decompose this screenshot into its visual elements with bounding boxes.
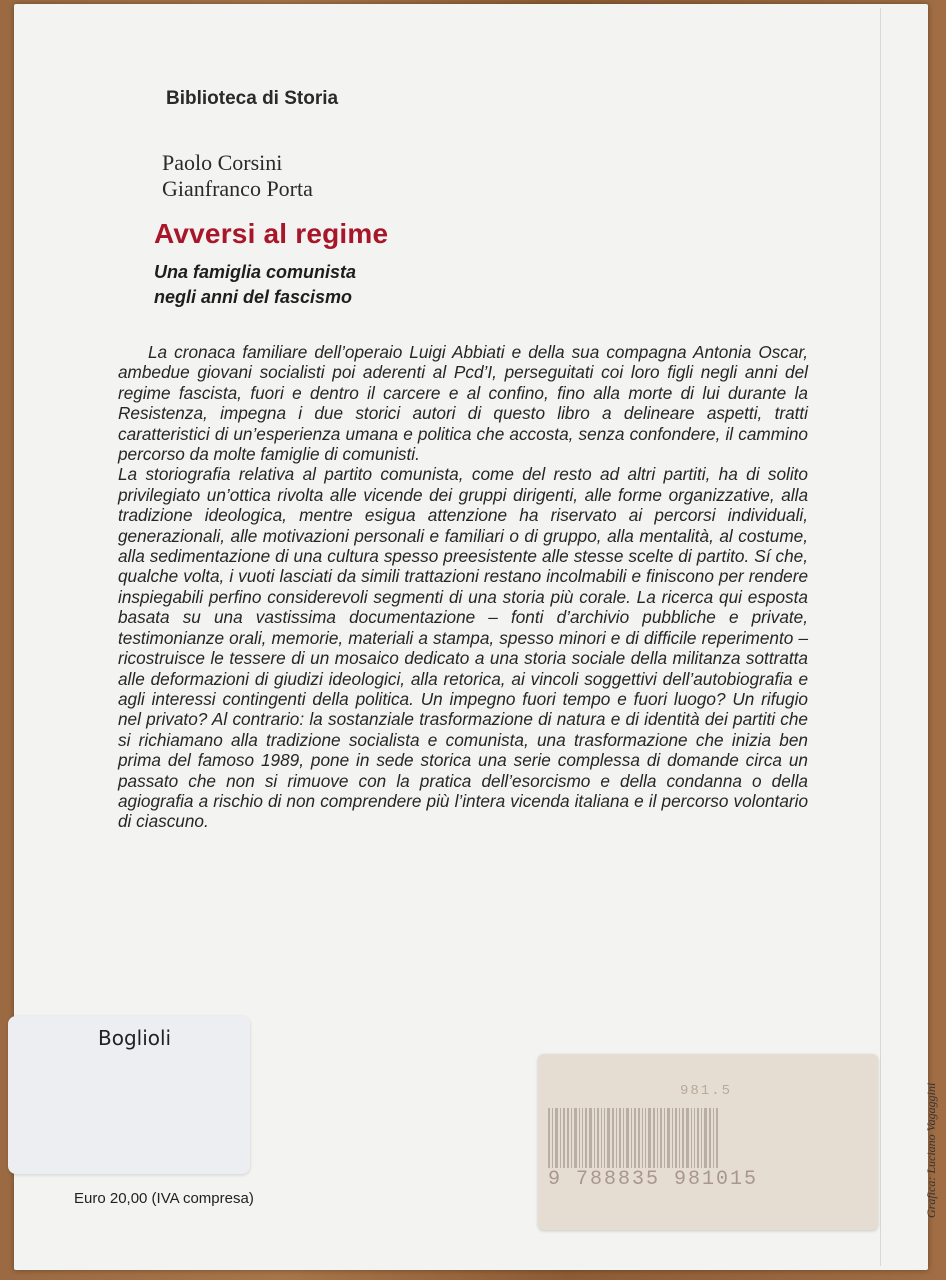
barcode-bar [716,1108,718,1168]
barcode-bar [567,1108,569,1168]
barcode-bar [604,1108,605,1168]
barcode-bar [560,1108,561,1168]
barcode-bar [691,1108,692,1168]
barcode-bar [638,1108,640,1168]
barcode-bar [631,1108,632,1168]
barcode-bar [563,1108,565,1168]
barcode-bar [571,1108,572,1168]
barcode-bar [675,1108,677,1168]
barcode-bar [574,1108,577,1168]
barcode-bar [686,1108,689,1168]
barcode-price-code: 981.5 [680,1083,733,1099]
barcode-bar [682,1108,684,1168]
barcode-bar [697,1108,699,1168]
barcode-bar [645,1108,646,1168]
barcode-icon [548,1108,798,1168]
price-text: Euro 20,00 (IVA compresa) [74,1190,254,1207]
blurb-text [118,342,808,832]
subtitle-line: Una famiglia comunista [154,262,357,282]
barcode-bar [623,1108,624,1168]
barcode-bar [612,1108,614,1168]
barcode-bar [694,1108,695,1168]
barcode-bar [672,1108,673,1168]
publisher-name: Boglioli [98,1026,172,1050]
blurb-paragraph: La storiografia relativa al partito comunista, come del resto ad altri partiti, ha di solito privilegiato un’ottica rivolta alle vicende dei gruppi dirigenti, alle forme organizzative, alla tradizione ideologica, mentre esigua attenzione ha riservato ai percorsi individuali, generazionali, alle motivazioni personali e familiari o di gruppo, alla mentalità, al costume, alla sedimentazione di una cultura spesso preesistente alle stesse scelte di partito. Sí che, qualche volta, i vuoti lasciati da simili trattazioni restano incolmabili e finiscono per rendere inspiegabili perfino considerevoli segmenti di una storia più corale. La ricerca qui esposta basata su una vastissima documentazione – fonti d’archivio pubbliche e private, testimonianze orali, memorie, materiali a stampa, spesso minori e di difficile reperimento – ricostruisce le tessere di un mosaico dedicato a una storia sociale della militanza sottratta alle deformazioni di giudizi ideologici, alla retorica, ai vincoli soggettivi dell’autobiografia e agli interessi contingenti della politica. Un impegno fuori tempo e fuori luogo? Un rifugio nel privato? Al contrario: la sostanziale trasformazione di natura e di identità dei partiti che si richiamano alla tradizione socialista e comunista, una trasformazione che inizia ben prima del famoso 1989, pone in sede storica una serie complessa di domande circa un passato che non si rimuove con la pratica dell’esorcismo e della condanna o della agiografia a rischio di non comprendere più l’intera vicenda italiana e il percorso volontario di ciascuno. [118,464,808,832]
subtitle-line: negli anni del fascismo [154,287,353,307]
author-name: Paolo Corsini [162,150,283,175]
barcode-bar [657,1108,658,1168]
barcode-bar [709,1108,711,1168]
barcode-bar [582,1108,583,1168]
barcode-bar [552,1108,553,1168]
barcode-bar [626,1108,629,1168]
barcode-bar [594,1108,595,1168]
barcode-bar [585,1108,587,1168]
barcode-bar [589,1108,592,1168]
barcode-bar [653,1108,655,1168]
barcode-bar [660,1108,662,1168]
cover-fold-line [880,8,881,1266]
book-subtitle [154,260,356,310]
barcode-bar [642,1108,643,1168]
design-credit: Grafica: Luciano Vagaggini [924,1082,938,1218]
barcode-bar [601,1108,602,1168]
barcode-bar [679,1108,680,1168]
barcode-bar [648,1108,651,1168]
book-title: Avversi al regime [154,218,389,249]
barcode-bar [704,1108,707,1168]
barcode-bar [664,1108,665,1168]
barcode-bar [607,1108,610,1168]
barcode-bar [616,1108,617,1168]
barcode-bar [555,1108,558,1168]
barcode-bar [548,1108,550,1168]
barcode-bar [597,1108,599,1168]
blurb-paragraph: La cronaca familiare dell’operaio Luigi Abbiati e della sua compagna Antonia Oscar, ambedue giovani socialisti poi aderenti al Pcd’I, perseguitati coi loro figli negli anni del regime fascista, fuori e dentro il carcere e al confino, fino alla morte di lui durante la Resistenza, impegna i due storici autori di questo libro a delineare aspetti, tratti caratteristici di un’esperienza umana e politica che accosta, senza confondere, il cammino percorso da molte famiglie di comunisti. [118,342,808,465]
barcode-bar [701,1108,702,1168]
barcode-bar [619,1108,621,1168]
barcode-bar [667,1108,670,1168]
barcode-bar [713,1108,714,1168]
series-name: Biblioteca di Storia [166,88,339,109]
isbn-number: 9 788835 981015 [548,1168,759,1191]
author-name: Gianfranco Porta [162,176,313,201]
barcode-bar [634,1108,636,1168]
barcode-bar [579,1108,580,1168]
